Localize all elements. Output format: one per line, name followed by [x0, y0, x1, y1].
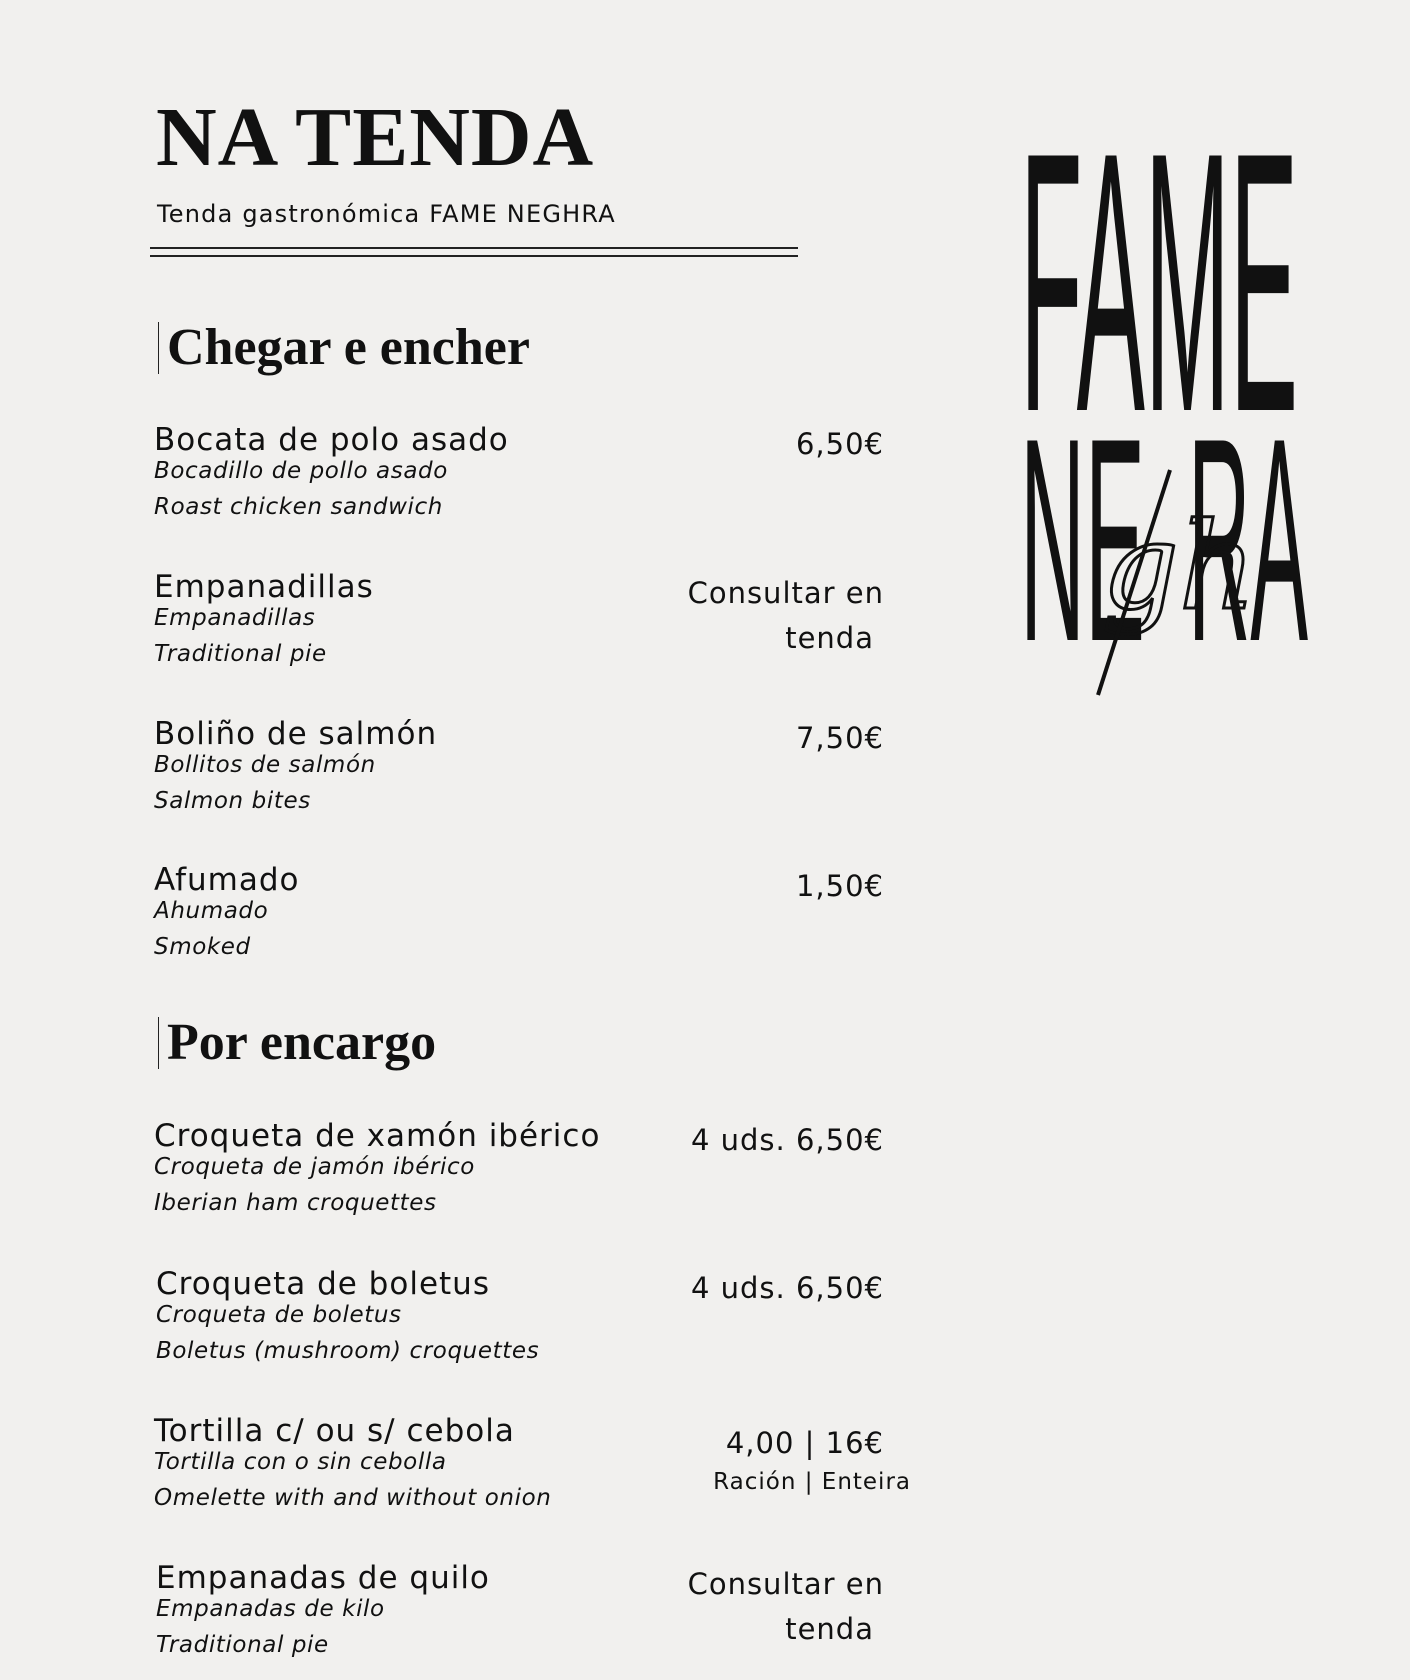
menu-item — [154, 716, 884, 836]
menu-item — [154, 1118, 884, 1238]
item-name-es: Bocadillo de pollo asado — [154, 458, 448, 484]
logo-script: gh — [1102, 498, 1257, 637]
item-price: 4 uds. 6,50€ — [690, 1271, 884, 1305]
page-subtitle: Tenda gastronómica FAME NEGHRA — [157, 200, 616, 228]
item-name-en: Salmon bites — [154, 788, 311, 814]
menu-item — [156, 1560, 884, 1680]
item-name-en: Roast chicken sandwich — [154, 494, 443, 520]
item-name: Empanadas de quilo — [156, 1560, 490, 1596]
page-title: NA TENDA — [156, 91, 595, 184]
divider-bottom — [150, 255, 798, 257]
item-name-en: Traditional pie — [156, 1632, 329, 1658]
item-name-es: Croqueta de jamón ibérico — [154, 1154, 475, 1180]
item-name: Tortilla c/ ou s/ cebola — [154, 1413, 515, 1449]
item-name-en: Smoked — [154, 934, 251, 960]
item-price-note: Ración | Enteira — [713, 1469, 911, 1495]
item-name: Afumado — [154, 862, 300, 898]
item-name-es: Empanadas de kilo — [156, 1596, 385, 1622]
item-price: 1,50€ — [795, 869, 884, 903]
item-price-line2: tenda — [785, 621, 874, 655]
menu-item — [154, 422, 884, 542]
item-name-en: Iberian ham croquettes — [154, 1190, 437, 1216]
menu-item — [154, 862, 884, 982]
item-price: 4 uds. 6,50€ — [690, 1123, 884, 1157]
menu-item — [154, 569, 884, 689]
item-name: Croqueta de boletus — [156, 1266, 490, 1302]
item-name-es: Ahumado — [154, 898, 269, 924]
fame-neghra-logo — [1020, 140, 1320, 700]
menu-item — [156, 1266, 884, 1386]
item-name-en: Traditional pie — [154, 641, 327, 667]
section-title-por-encargo: Por encargo — [158, 1017, 436, 1069]
item-price — [624, 571, 884, 661]
item-price-line2: tenda — [785, 1612, 874, 1646]
menu-item — [154, 1413, 911, 1533]
logo-line1: FAME — [1020, 140, 1298, 489]
item-name: Empanadillas — [154, 569, 374, 605]
item-name: Boliño de salmón — [154, 716, 438, 752]
item-price — [624, 1562, 884, 1652]
divider-top — [150, 247, 798, 249]
logo-line2-right: RA — [1188, 378, 1309, 700]
item-name: Croqueta de xamón ibérico — [154, 1118, 601, 1154]
item-name-es: Empanadillas — [154, 605, 316, 631]
item-price: 7,50€ — [795, 721, 884, 755]
logo-line2-left: NE — [1020, 378, 1145, 700]
item-name: Bocata de polo asado — [154, 422, 509, 458]
section-title-chegar-e-encher: Chegar e encher — [158, 322, 530, 374]
item-name-en: Boletus (mushroom) croquettes — [156, 1338, 540, 1364]
item-name-es: Bollitos de salmón — [154, 752, 376, 778]
item-price: 6,50€ — [795, 427, 884, 461]
item-price-line1: Consultar en — [687, 1567, 884, 1601]
item-price: 4,00 | 16€ — [725, 1426, 884, 1460]
item-price-line1: Consultar en — [687, 576, 884, 610]
item-name-es: Tortilla con o sin cebolla — [154, 1449, 447, 1475]
item-name-en: Omelette with and without onion — [154, 1485, 552, 1511]
item-name-es: Croqueta de boletus — [156, 1302, 402, 1328]
